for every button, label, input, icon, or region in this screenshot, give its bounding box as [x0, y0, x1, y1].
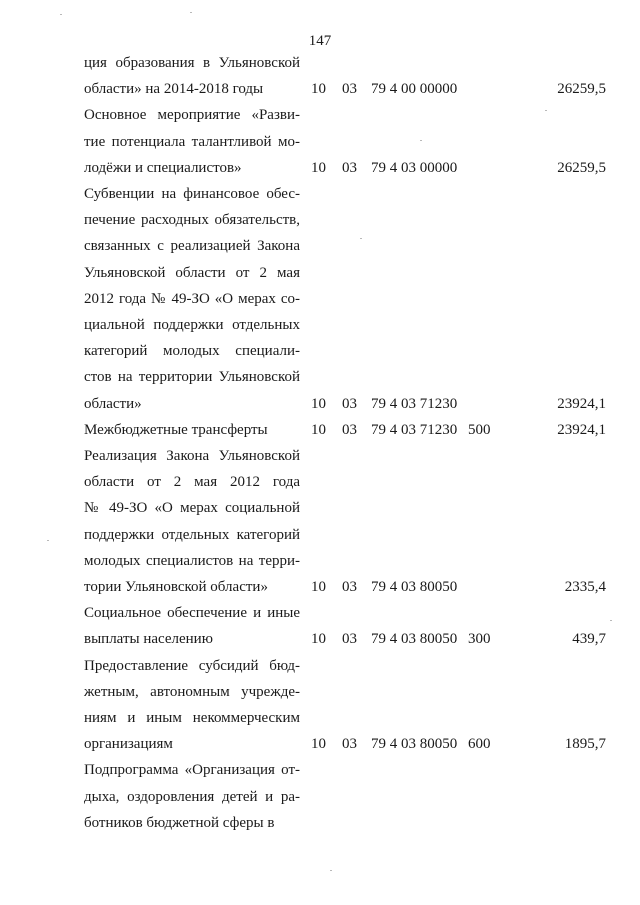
row-name-line: Межбюджетные трансферты: [84, 421, 268, 438]
table-row: [0, 102, 640, 181]
amount: 439,7: [572, 631, 606, 648]
target-article-code: 79 4 03 00000: [371, 159, 458, 176]
subsection-code: 03: [342, 631, 357, 648]
target-article-code: 79 4 03 80050: [371, 736, 458, 753]
amount: 26259,5: [557, 159, 606, 176]
target-article-code: 79 4 03 80050: [371, 631, 458, 648]
row-name-line: № 49-ЗО «О мерах социальной: [84, 500, 300, 517]
subsection-code: 03: [342, 736, 357, 753]
table-row: [0, 757, 640, 836]
row-codes: [0, 391, 640, 417]
row-codes: [0, 574, 640, 600]
row-name-line: Подпрограмма «Организация от-: [84, 762, 300, 779]
row-name-line: связанных с реализацией Закона: [84, 238, 300, 255]
row-name-line: циальной поддержки отдельных: [84, 317, 300, 334]
subsection-code: 03: [342, 579, 357, 596]
subsection-code: 03: [342, 159, 357, 176]
row-name-line: выплаты населению: [84, 631, 213, 648]
row-name-line: тие потенциала талантливой мо-: [84, 133, 300, 150]
budget-table: [0, 50, 640, 836]
scan-speck: [360, 238, 362, 239]
row-name-line: Социальное обеспечение и иные: [84, 605, 300, 622]
row-codes: [0, 731, 640, 757]
subsection-code: 03: [342, 421, 357, 438]
row-codes: [0, 626, 640, 652]
amount: 23924,1: [557, 395, 606, 412]
row-name-line: Ульяновской области от 2 мая: [84, 264, 300, 281]
amount: 23924,1: [557, 421, 606, 438]
row-name-line: организациям: [84, 736, 173, 753]
scan-speck: [47, 540, 49, 541]
section-code: 10: [311, 81, 326, 98]
expense-type-code: 600: [468, 736, 491, 753]
section-code: 10: [311, 421, 326, 438]
table-row: [0, 443, 640, 600]
scan-speck: [545, 110, 547, 111]
amount: 2335,4: [564, 579, 606, 596]
target-article-code: 79 4 03 80050: [371, 579, 458, 596]
row-codes: [0, 76, 640, 102]
row-name-line: стов на территории Ульяновской: [84, 369, 300, 386]
row-name-line: поддержки отдельных категорий: [84, 526, 300, 543]
table-row: [0, 417, 640, 443]
row-name-line: дыха, оздоровления детей и ра-: [84, 788, 300, 805]
subsection-code: 03: [342, 395, 357, 412]
scan-speck: [60, 14, 62, 15]
row-codes: [0, 155, 640, 181]
section-code: 10: [311, 631, 326, 648]
table-row: [0, 50, 640, 102]
row-name-line: области от 2 мая 2012 года: [84, 474, 300, 491]
row-name-line: ция образования в Ульяновской: [84, 55, 300, 71]
row-codes: [0, 810, 640, 836]
section-code: 10: [311, 579, 326, 596]
table-row: [0, 600, 640, 652]
row-name-line: области»: [84, 395, 142, 412]
target-article-code: 79 4 03 71230: [371, 395, 458, 412]
row-name-line: Реализация Закона Ульяновской: [84, 448, 300, 465]
page-number: 147: [308, 33, 332, 49]
section-code: 10: [311, 159, 326, 176]
row-codes: [0, 417, 640, 443]
row-name-line: Предоставление субсидий бюд-: [84, 657, 300, 674]
row-name-line: 2012 года № 49-ЗО «О мерах со-: [84, 290, 300, 307]
scan-speck: [420, 140, 422, 141]
target-article-code: 79 4 03 71230: [371, 421, 458, 438]
row-name: [84, 181, 300, 417]
row-name-line: печение расходных обязательств,: [84, 212, 300, 229]
row-name-line: области» на 2014-2018 годы: [84, 81, 264, 98]
table-row: [0, 653, 640, 758]
amount: 1895,7: [564, 736, 606, 753]
scan-speck: [190, 12, 192, 13]
section-code: 10: [311, 736, 326, 753]
section-code: 10: [311, 395, 326, 412]
target-article-code: 79 4 00 00000: [371, 81, 458, 98]
row-name-line: Основное мероприятие «Разви-: [84, 107, 300, 124]
row-name-line: ниям и иным некоммерческим: [84, 710, 300, 727]
row-name-line: тории Ульяновской области»: [84, 579, 268, 596]
table-row: [0, 181, 640, 417]
row-name-line: категорий молодых специали-: [84, 343, 300, 360]
row-name-line: Субвенции на финансовое обес-: [84, 186, 300, 203]
subsection-code: 03: [342, 81, 357, 98]
row-name-line: жетным, автономным учрежде-: [84, 683, 300, 700]
expense-type-code: 300: [468, 631, 491, 648]
amount: 26259,5: [557, 81, 606, 98]
expense-type-code: 500: [468, 421, 491, 438]
scan-speck: [330, 870, 332, 871]
row-name-line: молодых специалистов на терри-: [84, 552, 300, 569]
scan-speck: [610, 620, 612, 621]
row-name-line: ботников бюджетной сферы в: [84, 814, 275, 831]
row-name-line: лодёжи и специалистов»: [84, 159, 242, 176]
